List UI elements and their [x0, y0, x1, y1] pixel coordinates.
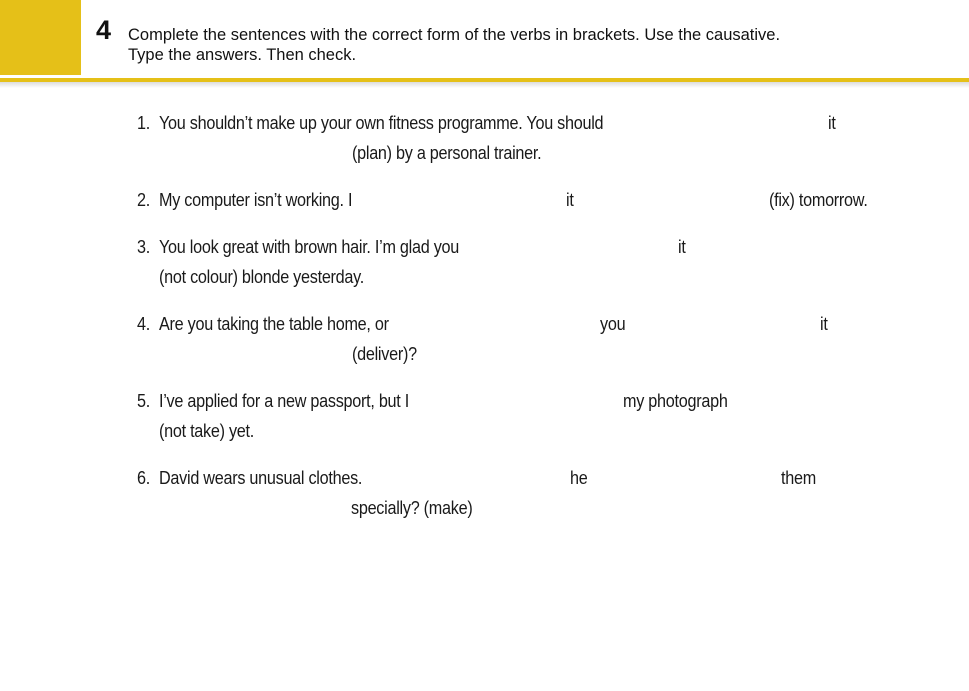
- header-shadow: [0, 82, 969, 88]
- q1-text-b: it: [828, 113, 836, 133]
- q2-text-b: it: [566, 190, 574, 210]
- q6-number: 6.: [137, 468, 150, 488]
- instruction-line-1: Complete the sentences with the correct form of the verbs in brackets. Use the causative.: [128, 26, 781, 44]
- instruction-line-2: Type the answers. Then check.: [128, 46, 357, 64]
- q1-text-c: (plan) by a personal trainer.: [352, 143, 542, 163]
- header-accent-block: [0, 0, 81, 75]
- q6-text-c: them: [781, 468, 816, 488]
- q6-text-a: David wears unusual clothes.: [159, 468, 363, 488]
- q3-text-c: (not colour) blonde yesterday.: [159, 267, 365, 287]
- q5-text-b: my photograph: [623, 391, 728, 411]
- q2-text-a: My computer isn’t working. I: [159, 190, 353, 210]
- q4-text-c: it: [820, 314, 828, 334]
- q6-text-b: he: [570, 468, 588, 488]
- q4-number: 4.: [137, 314, 150, 334]
- exercise-number: 4: [96, 15, 112, 45]
- q5-number: 5.: [137, 391, 150, 411]
- q1-text-a: You shouldn’t make up your own fitness programme. You should: [159, 113, 604, 133]
- q4-text-a: Are you taking the table home, or: [159, 314, 389, 334]
- q5-text-a: I’ve applied for a new passport, but I: [159, 391, 410, 411]
- q4-text-b: you: [600, 314, 626, 334]
- q5-text-c: (not take) yet.: [159, 421, 255, 441]
- q3-text-a: You look great with brown hair. I’m glad you: [159, 237, 460, 257]
- instructions: [128, 25, 780, 65]
- q2-text-c: (fix) tomorrow.: [769, 190, 868, 210]
- q6-text-d: specially? (make): [351, 498, 473, 518]
- q3-number: 3.: [137, 237, 150, 257]
- q4-text-d: (deliver)?: [352, 344, 417, 364]
- q1-number: 1.: [137, 113, 150, 133]
- q2-number: 2.: [137, 190, 150, 210]
- q3-text-b: it: [678, 237, 686, 257]
